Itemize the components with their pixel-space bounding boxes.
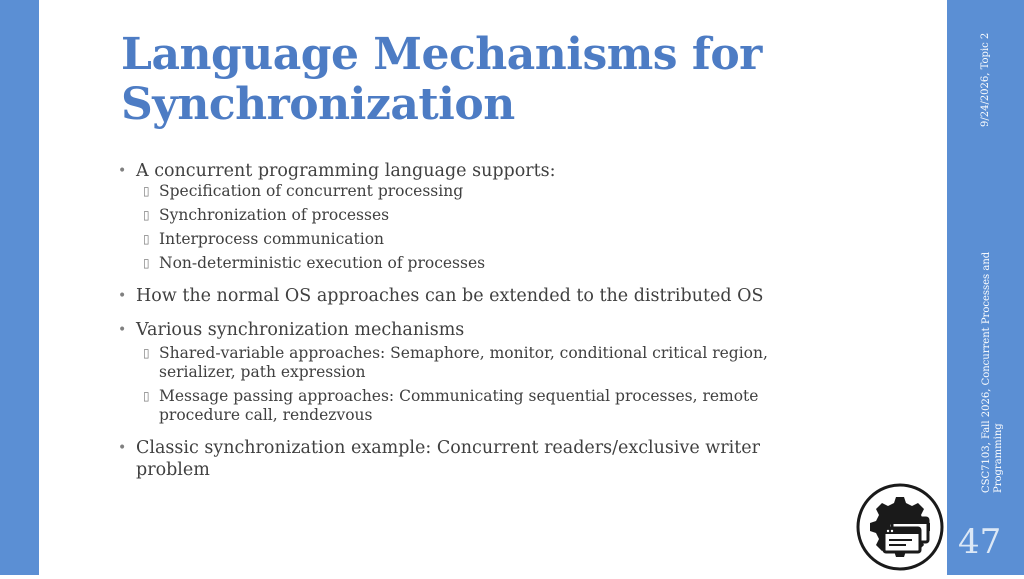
sub-bullet-item bbox=[118, 206, 798, 225]
sub-bullet-marker: ▯ bbox=[143, 256, 150, 270]
sub-bullet-text: Specification of concurrent processing bbox=[159, 182, 464, 200]
gear-window-logo-icon bbox=[854, 480, 947, 575]
sub-bullet-text: Synchronization of processes bbox=[159, 206, 390, 224]
course-footer: CSC7103, Fall 2026, Concurrent Processes and Programming bbox=[981, 251, 1004, 493]
page-number: 47 bbox=[958, 522, 1002, 562]
sub-bullet-item bbox=[118, 182, 798, 201]
title-line-2: Synchronization bbox=[121, 79, 515, 130]
sub-bullet-text: Message passing approaches: Communicating sequential processes, remote procedure call, rendezvous bbox=[159, 387, 759, 424]
bullet-item bbox=[118, 319, 798, 341]
sub-bullet-marker: ▯ bbox=[143, 184, 150, 198]
bullet-item bbox=[118, 160, 798, 182]
title-line-1: Language Mechanisms for bbox=[121, 29, 762, 80]
sub-bullet-marker: ▯ bbox=[143, 389, 150, 403]
bullet-text: A concurrent programming language supports: bbox=[136, 161, 556, 181]
sub-bullet-text: Non-deterministic execution of processes bbox=[159, 254, 486, 272]
sub-bullet-marker: ▯ bbox=[143, 208, 150, 222]
sub-bullet-item bbox=[118, 344, 798, 382]
bullet-marker: • bbox=[118, 288, 127, 304]
sub-bullet-text: Shared-variable approaches: Semaphore, monitor, conditional critical region, serializer, path expression bbox=[159, 344, 768, 381]
sub-bullet-item bbox=[118, 387, 798, 425]
sub-bullet-text: Interprocess communication bbox=[159, 230, 385, 248]
bullet-marker: • bbox=[118, 440, 127, 456]
bullet-text: Various synchronization mechanisms bbox=[136, 320, 465, 340]
bullet-item bbox=[118, 285, 798, 307]
slide-body bbox=[118, 160, 798, 481]
bullet-marker: • bbox=[118, 322, 127, 338]
logo bbox=[854, 480, 947, 575]
sub-bullet-marker: ▯ bbox=[143, 346, 150, 360]
bullet-marker: • bbox=[118, 163, 127, 179]
sub-bullet-item bbox=[118, 254, 798, 273]
bullet-text: Classic synchronization example: Concurrent readers/exclusive writer problem bbox=[136, 438, 760, 480]
sub-bullet-item bbox=[118, 230, 798, 249]
slide-date: 9/24/2026, Topic 2 bbox=[980, 32, 991, 127]
bullet-item bbox=[118, 437, 798, 481]
sub-bullet-marker: ▯ bbox=[143, 232, 150, 246]
bullet-text: How the normal OS approaches can be extended to the distributed OS bbox=[136, 286, 764, 306]
slide-title bbox=[121, 30, 941, 130]
left-accent-bar bbox=[0, 0, 39, 575]
